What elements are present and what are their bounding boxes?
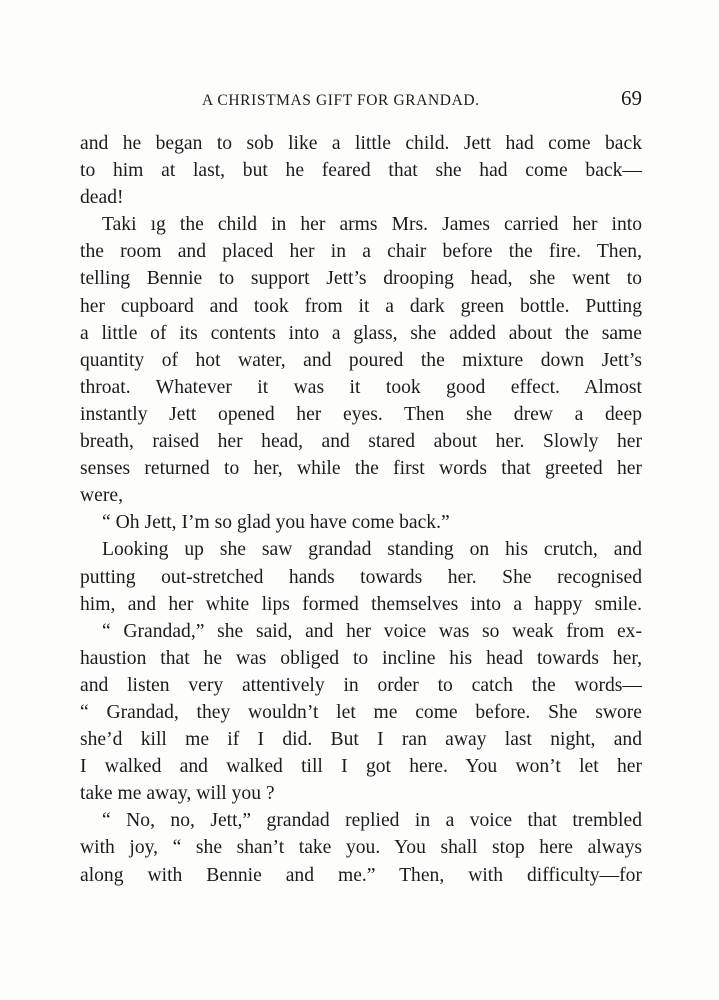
text-line: “ Grandad, they wouldn’t let me come before. She swore [80,701,642,723]
text-line: and listen very attentively in order to catch the words— [80,674,642,696]
text-line: with joy, “ she shan’t take you. You shall stop here always [80,837,642,859]
text-line: dead! [80,187,124,209]
text-line: a little of its contents into a glass, she added about the same [80,322,642,344]
running-header [80,88,642,114]
text-line: “ Grandad,” she said, and her voice was so weak from ex- [102,620,642,642]
text-line: instantly Jett opened her eyes. Then she drew a deep [80,403,642,425]
running-title: A CHRISTMAS GIFT FOR GRANDAD. [202,92,480,109]
text-line: and he began to sob like a little child. Jett had come back [80,133,642,154]
text-line: Taki ıg the child in her arms Mrs. James carried her into [102,214,642,236]
text-line: I walked and walked till I got here. You won’t let her [80,756,642,778]
text-line: to him at last, but he feared that she had come back— [80,160,642,182]
text-line: putting out-stretched hands towards her. She recognised [80,566,642,588]
text-line: her cupboard and took from it a dark green bottle. Putting [80,295,642,317]
text-line: breath, raised her head, and stared about her. Slowly her [80,431,642,453]
text-line: telling Bennie to support Jett’s drooping head, she went to [80,268,642,290]
text-line: him, and her white lips formed themselves into a happy smile. [80,593,642,615]
text-line: along with Bennie and me.” Then, with difficulty—for [80,864,642,886]
text-line: she’d kill me if I did. But I ran away last night, and [80,729,642,751]
page-number: 69 [621,86,642,110]
text-line: quantity of hot water, and poured the mixture down Jett’s [80,349,642,371]
text-line: Looking up she saw grandad standing on his crutch, and [102,539,642,561]
text-line: were, [80,485,123,507]
text-line: senses returned to her, while the first words that greeted her [80,458,642,480]
text-line: haustion that he was obliged to incline his head towards her, [80,647,642,669]
text-line: “ No, no, Jett,” grandad replied in a voice that trembled [102,810,642,832]
text-line: throat. Whatever it was it took good effect. Almost [80,376,642,398]
text-line: take me away, will you ? [80,783,275,805]
text-line: “ Oh Jett, I’m so glad you have come back.” [102,512,450,534]
text-line: the room and placed her in a chair before the fire. Then, [80,241,642,263]
body-text [80,130,642,889]
